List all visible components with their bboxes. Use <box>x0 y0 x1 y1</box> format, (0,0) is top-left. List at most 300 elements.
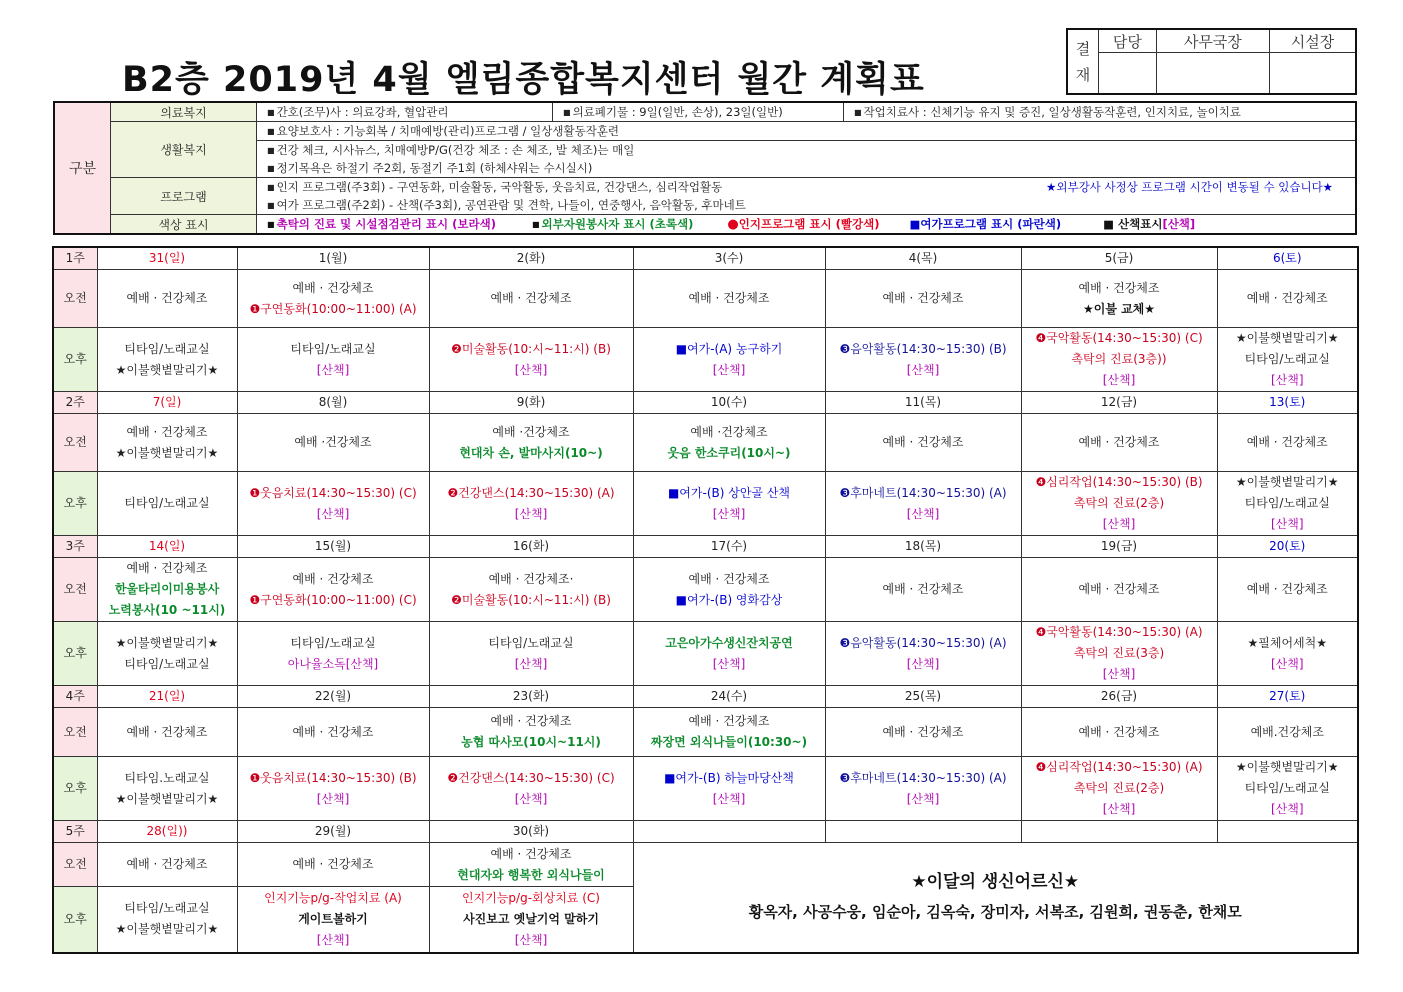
cell-line <box>430 569 633 590</box>
schedule-cell[interactable] <box>825 328 1021 392</box>
schedule-cell[interactable] <box>633 708 825 757</box>
cell-line <box>1218 328 1358 349</box>
day-header-text: 30(화) <box>512 824 550 838</box>
cell-line <box>430 865 633 886</box>
day-header <box>237 536 429 558</box>
day-header-text: 22(월) <box>314 689 352 703</box>
info-life-3: ■ 정기목욕은 하절기 주2회, 동절기 주1회 (하체샤워는 수시실시) <box>257 159 1357 178</box>
day-header <box>1021 686 1217 708</box>
day-header-text: 29(월) <box>314 824 352 838</box>
cell-line <box>1022 432 1217 453</box>
cell-line <box>1022 299 1217 320</box>
cell-text: 예배 · 건강체조 <box>126 561 208 575</box>
schedule-cell[interactable] <box>97 887 237 953</box>
week-label: 5주 <box>53 821 97 843</box>
schedule-cell[interactable] <box>825 622 1021 686</box>
cell-line <box>238 504 429 525</box>
day-header-text: 8(월) <box>318 395 348 409</box>
cell-line <box>430 422 633 443</box>
schedule-cell[interactable] <box>97 472 237 536</box>
info-medical-3-text: 작업치료사 : 신체기능 유지 및 증진, 일상생활동작훈련, 인지치료, 놀이치료 <box>863 105 1241 119</box>
day-header-text: 11(목) <box>904 395 942 409</box>
legend-walk-tag: [산책] <box>1162 217 1196 231</box>
week-label: 1주 <box>53 247 97 270</box>
schedule-cell[interactable] <box>633 328 825 392</box>
program-text: ❶구연동화(10:00~11:00) (A) <box>249 301 417 316</box>
cell-line <box>238 633 429 654</box>
day-header <box>429 821 633 843</box>
cell-line <box>634 288 825 309</box>
cell-line <box>826 339 1021 360</box>
schedule-table <box>52 246 1359 954</box>
cell-line <box>1218 288 1358 309</box>
legend-blue-square: ■ <box>909 217 921 231</box>
schedule-cell[interactable] <box>633 757 825 821</box>
cell-text: 티타임/노래교실 <box>1244 352 1330 366</box>
program-text: ❷미술활동(10:시~11:시) (B) <box>451 341 611 356</box>
cell-line <box>238 654 429 675</box>
day-header-text: 4(목) <box>908 251 938 265</box>
schedule-cell[interactable] <box>429 708 633 757</box>
approval-side-label <box>1067 29 1099 94</box>
info-medical-1: ■ 간호(조무)사 : 의료강좌, 혈압관리 <box>257 102 553 122</box>
program-text: ❶구연동화(10:00~11:00) (C) <box>249 592 417 607</box>
cell-line <box>430 888 633 909</box>
cell-line <box>98 443 237 464</box>
schedule-cell[interactable] <box>237 887 429 953</box>
day-header-empty <box>1021 821 1217 843</box>
cell-line <box>1022 778 1217 799</box>
cell-text: [산책] <box>514 506 548 521</box>
cell-text: 게이트볼하기 <box>298 911 368 926</box>
cell-line <box>238 930 429 951</box>
schedule-cell[interactable] <box>633 622 825 686</box>
schedule-cell[interactable] <box>1217 558 1358 622</box>
cell-text: 티타임/노래교실 <box>488 635 574 650</box>
info-life-3-text: 정기목욕은 하절기 주2회, 동절기 주1회 (하체샤워는 수시실시) <box>276 161 593 175</box>
cell-line <box>430 654 633 675</box>
day-header <box>1021 247 1217 270</box>
cell-text: 촉탁의 진료(2층) <box>1073 496 1165 510</box>
info-life-1-text: 요양보호사 : 기능회복 / 치매예방(관리)프로그램 / 일상생활동작훈련 <box>276 124 620 138</box>
info-medical-3: ■ 작업치료사 : 신체기능 유지 및 증진, 일상생활동작훈련, 인지치료, 놀이치료 <box>844 102 1357 122</box>
day-header-text: 10(수) <box>710 395 748 409</box>
cell-text: 예배 · 건강체조 <box>126 291 208 305</box>
cell-text: 예배 · 건강체조 <box>126 857 208 871</box>
am-label: 오전 <box>53 708 97 757</box>
day-header <box>1217 686 1358 708</box>
cell-line <box>1218 432 1358 453</box>
cell-text: 티타임/노래교실 <box>124 496 210 510</box>
schedule-cell[interactable] <box>1217 622 1358 686</box>
day-header-text: 20(토) <box>1269 539 1306 553</box>
day-header-text: 17(수) <box>710 539 748 553</box>
schedule-cell[interactable] <box>237 708 429 757</box>
day-header-text: 1(월) <box>318 251 348 265</box>
cell-line <box>430 633 633 654</box>
cell-line <box>634 633 825 654</box>
schedule-cell[interactable] <box>633 558 825 622</box>
cell-text: ★이불햇볕말리기★ <box>115 922 219 937</box>
approval-sign-2[interactable] <box>1156 53 1269 95</box>
approval-col-3: 시설장 <box>1270 29 1357 53</box>
approval-side-1: 결 <box>1075 39 1091 58</box>
cell-line <box>1022 722 1217 743</box>
cell-text: 예배 · 건강체조 <box>1078 582 1160 596</box>
cell-line <box>98 789 237 810</box>
schedule-cell[interactable] <box>429 414 633 472</box>
cell-text: [산책] <box>712 506 746 521</box>
cell-text: 예배 · 건강체조 <box>688 571 770 586</box>
cell-line <box>1022 799 1217 820</box>
schedule-cell[interactable] <box>429 757 633 821</box>
schedule-cell[interactable] <box>1021 558 1217 622</box>
info-program-1: ■ 인지 프로그램(주3회) - 구연동화, 미술활동, 국악활동, 웃음치료, 건강댄스, 심리작업활동 ★외부강사 사정상 프로그램 시간이 변동될 수 있습니다★ <box>257 178 1357 197</box>
cell-line <box>1218 633 1358 654</box>
pm-label: 오후 <box>53 622 97 686</box>
day-header-text: 14(일) <box>148 539 186 553</box>
info-medical-2: ■ 의료폐기물 : 9일(일반, 손상), 23일(일반) <box>553 102 844 122</box>
schedule-cell[interactable] <box>97 708 237 757</box>
info-program-label: 프로그램 <box>111 178 257 215</box>
cell-line <box>826 654 1021 675</box>
pm-label: 오후 <box>53 887 97 953</box>
schedule-cell[interactable] <box>1021 622 1217 686</box>
day-header <box>237 247 429 270</box>
cell-text: [산책] <box>1102 517 1136 531</box>
info-program-2-text: 여가 프로그램(주2회) - 산책(주3회), 공연관람 및 견학, 나들이, 연중행사, 음악활동, 후마네트 <box>276 198 746 212</box>
schedule-cell[interactable] <box>97 757 237 821</box>
schedule-cell[interactable] <box>825 708 1021 757</box>
cell-text: 티타임/노래교실 <box>124 341 210 356</box>
cell-text: 인지기능p/g-작업치료 (A) <box>264 890 402 905</box>
cell-text: 티타임/노래교실 <box>124 901 210 916</box>
schedule-cell[interactable] <box>237 472 429 536</box>
cell-line <box>1022 664 1217 685</box>
cell-line <box>826 432 1021 453</box>
cell-line <box>430 339 633 360</box>
cell-line <box>98 288 237 309</box>
program-text: ❹국악활동(14:30~15:30) (C) <box>1035 331 1203 345</box>
program-text: ❹심리작업(14:30~15:30) (B) <box>1035 475 1203 489</box>
cell-text: ★이불햇볕말리기★ <box>1235 475 1339 489</box>
schedule-cell[interactable] <box>1021 270 1217 328</box>
cell-text: 예배 · 건강체조 <box>1246 435 1328 449</box>
birthday-title: ★이달의 생신어르신★ <box>911 872 1080 893</box>
cell-line <box>1218 370 1358 391</box>
cell-text: [산책] <box>1270 373 1304 387</box>
day-header <box>97 686 237 708</box>
cell-line <box>634 711 825 732</box>
schedule-cell[interactable] <box>1021 757 1217 821</box>
cell-line <box>1022 472 1217 493</box>
cell-text: 예배 · 건강체조 <box>688 714 770 728</box>
schedule-cell[interactable] <box>825 270 1021 328</box>
program-text: ❶웃음치료(14:30~15:30) (C) <box>249 485 417 500</box>
cell-text: 예배 · 건강체조 <box>292 857 374 871</box>
day-header <box>97 536 237 558</box>
cell-line <box>1218 654 1358 675</box>
program-text: ❶웃음치료(14:30~15:30) (B) <box>249 770 417 785</box>
cell-text: 한울타리이미용봉사 <box>114 582 220 596</box>
schedule-cell[interactable] <box>1217 708 1358 757</box>
day-header-text: 27(토) <box>1269 689 1306 703</box>
schedule-cell[interactable] <box>237 270 429 328</box>
cell-line <box>98 360 237 381</box>
cell-line <box>430 504 633 525</box>
week-label: 2주 <box>53 392 97 414</box>
schedule-cell[interactable] <box>825 472 1021 536</box>
schedule-cell[interactable] <box>429 843 633 887</box>
day-header-text: 5(금) <box>1104 251 1134 265</box>
cell-line <box>98 898 237 919</box>
day-header <box>633 392 825 414</box>
schedule-cell[interactable] <box>237 414 429 472</box>
am-label: 오전 <box>53 843 97 887</box>
schedule-cell[interactable] <box>1217 328 1358 392</box>
schedule-cell[interactable] <box>825 414 1021 472</box>
cell-line <box>826 722 1021 743</box>
cell-text: 예배 · 건강체조 <box>490 846 572 861</box>
day-header <box>1217 392 1358 414</box>
day-header-empty <box>1217 821 1358 843</box>
cell-text: [산책] <box>712 656 746 671</box>
cell-line <box>238 432 429 453</box>
cell-text: 예배 · 건강체조 <box>1246 291 1328 305</box>
cell-text: 예배 · 건강체조 <box>1078 724 1160 739</box>
cell-text: 예배 · 건강체조 <box>292 280 374 295</box>
schedule-cell[interactable] <box>429 472 633 536</box>
legend-purple: 촉탁의 진료 및 시설점검관리 표시 (보라색) <box>276 217 496 231</box>
cell-line <box>430 711 633 732</box>
cell-line <box>238 789 429 810</box>
cell-line <box>1022 493 1217 514</box>
cell-text: ★이불햇볕말리기★ <box>1235 331 1339 345</box>
cell-text: 예배 ·건강체조 <box>492 424 570 439</box>
program-text: ❷건강댄스(14:30~15:30) (A) <box>447 485 615 500</box>
cell-line <box>98 493 237 514</box>
cell-line <box>634 422 825 443</box>
cell-line <box>98 558 237 579</box>
cell-line <box>826 768 1021 789</box>
legend-walk: 산책표시 <box>1118 217 1163 231</box>
cell-line <box>430 930 633 951</box>
day-header-text: 13(토) <box>1269 395 1306 409</box>
program-text: ❷건강댄스(14:30~15:30) (C) <box>447 770 615 785</box>
schedule-cell[interactable] <box>237 757 429 821</box>
schedule-cell[interactable] <box>1217 270 1358 328</box>
approval-box <box>1066 28 1357 95</box>
cell-line <box>826 483 1021 504</box>
program-text: ❸음악활동(14:30~15:30) (A) <box>839 635 1007 650</box>
schedule-cell[interactable] <box>237 328 429 392</box>
approval-sign-3[interactable] <box>1270 53 1357 95</box>
cell-text: [산책] <box>316 506 350 521</box>
am-label: 오전 <box>53 270 97 328</box>
cell-line <box>1022 579 1217 600</box>
day-header-text: 2(화) <box>516 251 546 265</box>
cell-line <box>430 590 633 611</box>
cell-line <box>98 722 237 743</box>
cell-text: 티타임/노래교실 <box>290 635 376 650</box>
schedule-cell[interactable] <box>633 472 825 536</box>
cell-text: 티타임.노래교실 <box>124 770 210 785</box>
cell-line <box>634 339 825 360</box>
schedule-cell[interactable] <box>1021 708 1217 757</box>
birthday-panel <box>633 843 1358 953</box>
schedule-cell[interactable] <box>97 558 237 622</box>
cell-text: 짜장면 외식나들이(10:30~) <box>650 735 808 749</box>
day-header-text: 21(일) <box>148 689 186 703</box>
cell-line <box>634 360 825 381</box>
schedule-cell[interactable] <box>97 843 237 887</box>
cell-line <box>98 339 237 360</box>
cell-line <box>1218 799 1358 820</box>
cell-text: 예배 · 건강체조 <box>126 424 208 439</box>
cell-text: ■여가-(B) 상안골 산책 <box>667 485 791 500</box>
pm-label: 오후 <box>53 757 97 821</box>
schedule-cell[interactable] <box>97 622 237 686</box>
cell-line <box>238 360 429 381</box>
day-header-empty <box>633 821 825 843</box>
schedule-cell[interactable] <box>237 622 429 686</box>
cell-line <box>634 590 825 611</box>
cell-text: ★필체어세척★ <box>1247 635 1327 650</box>
week-label: 3주 <box>53 536 97 558</box>
schedule-cell[interactable] <box>97 414 237 472</box>
info-program-2: ■ 여가 프로그램(주2회) - 산책(주3회), 공연관람 및 견학, 나들이, 연중행사, 음악활동, 후마네트 <box>257 196 1357 215</box>
day-header-text: 25(목) <box>904 689 942 703</box>
cell-text: 예배 · 건강체조 <box>292 724 374 739</box>
cell-text: [산책] <box>712 362 746 377</box>
schedule-cell[interactable] <box>429 622 633 686</box>
approval-sign-1[interactable] <box>1099 53 1157 95</box>
cell-text: [산책] <box>1102 667 1136 681</box>
schedule-cell[interactable] <box>825 757 1021 821</box>
cell-line <box>430 443 633 464</box>
cell-text: 예배 · 건강체조 <box>688 291 770 305</box>
schedule-cell[interactable] <box>97 328 237 392</box>
cell-line <box>98 768 237 789</box>
am-label: 오전 <box>53 558 97 622</box>
info-life-2-text: 건강 체크, 시사뉴스, 치매예방P/G(건강 체조 : 손 체조, 발 체조)는 매일 <box>276 143 635 157</box>
cell-line <box>1218 349 1358 370</box>
cell-text: [산책] <box>1270 802 1304 816</box>
schedule-cell[interactable] <box>1021 328 1217 392</box>
cell-text: 아나율소독[산책] <box>287 656 379 671</box>
schedule-cell[interactable] <box>825 558 1021 622</box>
cell-text: 티타임/노래교실 <box>1244 781 1330 795</box>
cell-text: 티타임/노래교실 <box>1244 496 1330 510</box>
day-header <box>825 686 1021 708</box>
legend-green: 외부자원봉사자 표시 (초록색) <box>541 217 694 231</box>
day-header <box>237 392 429 414</box>
day-header-text: 12(금) <box>1100 395 1138 409</box>
cell-text: ★이불햇볕말리기★ <box>115 791 219 806</box>
cell-line <box>1022 757 1217 778</box>
cell-line <box>430 360 633 381</box>
schedule-cell[interactable] <box>429 270 633 328</box>
schedule-cell[interactable] <box>429 558 633 622</box>
schedule-cell[interactable] <box>1217 757 1358 821</box>
cell-line <box>1022 278 1217 299</box>
info-gubun: 구분 <box>54 102 111 234</box>
cell-line <box>238 299 429 320</box>
cell-line <box>826 633 1021 654</box>
cell-text: 예배 · 건강체조 <box>882 724 964 739</box>
day-header <box>633 247 825 270</box>
cell-line <box>430 483 633 504</box>
schedule-cell[interactable] <box>97 270 237 328</box>
cell-line <box>634 654 825 675</box>
program-text: ❸음악활동(14:30~15:30) (B) <box>839 341 1007 356</box>
day-header <box>97 821 237 843</box>
schedule-cell[interactable] <box>633 414 825 472</box>
cell-text: 예배 · 건강체조 <box>882 582 964 596</box>
day-header-text: 18(목) <box>904 539 942 553</box>
program-text: ❹심리작업(14:30~15:30) (A) <box>1035 760 1203 774</box>
schedule-cell[interactable] <box>1217 472 1358 536</box>
cell-text: [산책] <box>514 362 548 377</box>
cell-line <box>1218 514 1358 535</box>
cell-line <box>1022 643 1217 664</box>
cell-line <box>634 768 825 789</box>
cell-text: 티타임/노래교실 <box>290 341 376 356</box>
cell-text: 예배 · 건강체조 <box>292 571 374 586</box>
info-medical-label: 의료복지 <box>111 102 257 122</box>
schedule-cell[interactable] <box>429 887 633 953</box>
cell-text: 고은아가수생신잔치공연 <box>665 635 793 650</box>
cell-text: [산책] <box>712 791 746 806</box>
cell-text: [산책] <box>906 656 940 671</box>
cell-text: [산책] <box>316 932 350 947</box>
cell-line <box>430 288 633 309</box>
schedule-cell[interactable] <box>237 843 429 887</box>
cell-line <box>430 844 633 865</box>
schedule-cell[interactable] <box>1021 472 1217 536</box>
cell-line <box>826 360 1021 381</box>
day-header <box>237 686 429 708</box>
schedule-cell[interactable] <box>633 270 825 328</box>
cell-line <box>238 888 429 909</box>
day-header-text: 19(금) <box>1100 539 1138 553</box>
schedule-cell[interactable] <box>429 328 633 392</box>
cell-text: [산책] <box>1102 802 1136 816</box>
cell-text: 농협 따사모(10시~11시) <box>461 735 601 749</box>
cell-text: 촉탁의 진료(3층) <box>1073 646 1165 660</box>
cell-line <box>634 789 825 810</box>
info-medical-2-text: 의료폐기물 : 9일(일반, 손상), 23일(일반) <box>572 105 783 119</box>
schedule-cell[interactable] <box>1217 414 1358 472</box>
approval-col-2: 사무국장 <box>1156 29 1269 53</box>
day-header-text: 28(일)) <box>146 824 188 838</box>
cell-text: 예배 · 건강체조 <box>1078 280 1160 295</box>
cell-line <box>430 768 633 789</box>
cell-text: ■여가-(B) 영화감상 <box>675 592 783 607</box>
legend-red-dot: ● <box>727 217 739 232</box>
schedule-cell[interactable] <box>237 558 429 622</box>
day-header-text: 9(화) <box>516 395 546 409</box>
cell-text: 노력봉사(10 ~11시) <box>108 603 226 617</box>
cell-text: [산책] <box>316 791 350 806</box>
day-header <box>1021 392 1217 414</box>
cell-text: 예배 ·건강체조 <box>294 435 372 449</box>
day-header <box>429 392 633 414</box>
info-program-note: ★외부강사 사정상 프로그램 시간이 변동될 수 있습니다★ <box>1046 180 1333 194</box>
schedule-cell[interactable] <box>1021 414 1217 472</box>
cell-text: [산책] <box>316 362 350 377</box>
cell-line <box>238 278 429 299</box>
